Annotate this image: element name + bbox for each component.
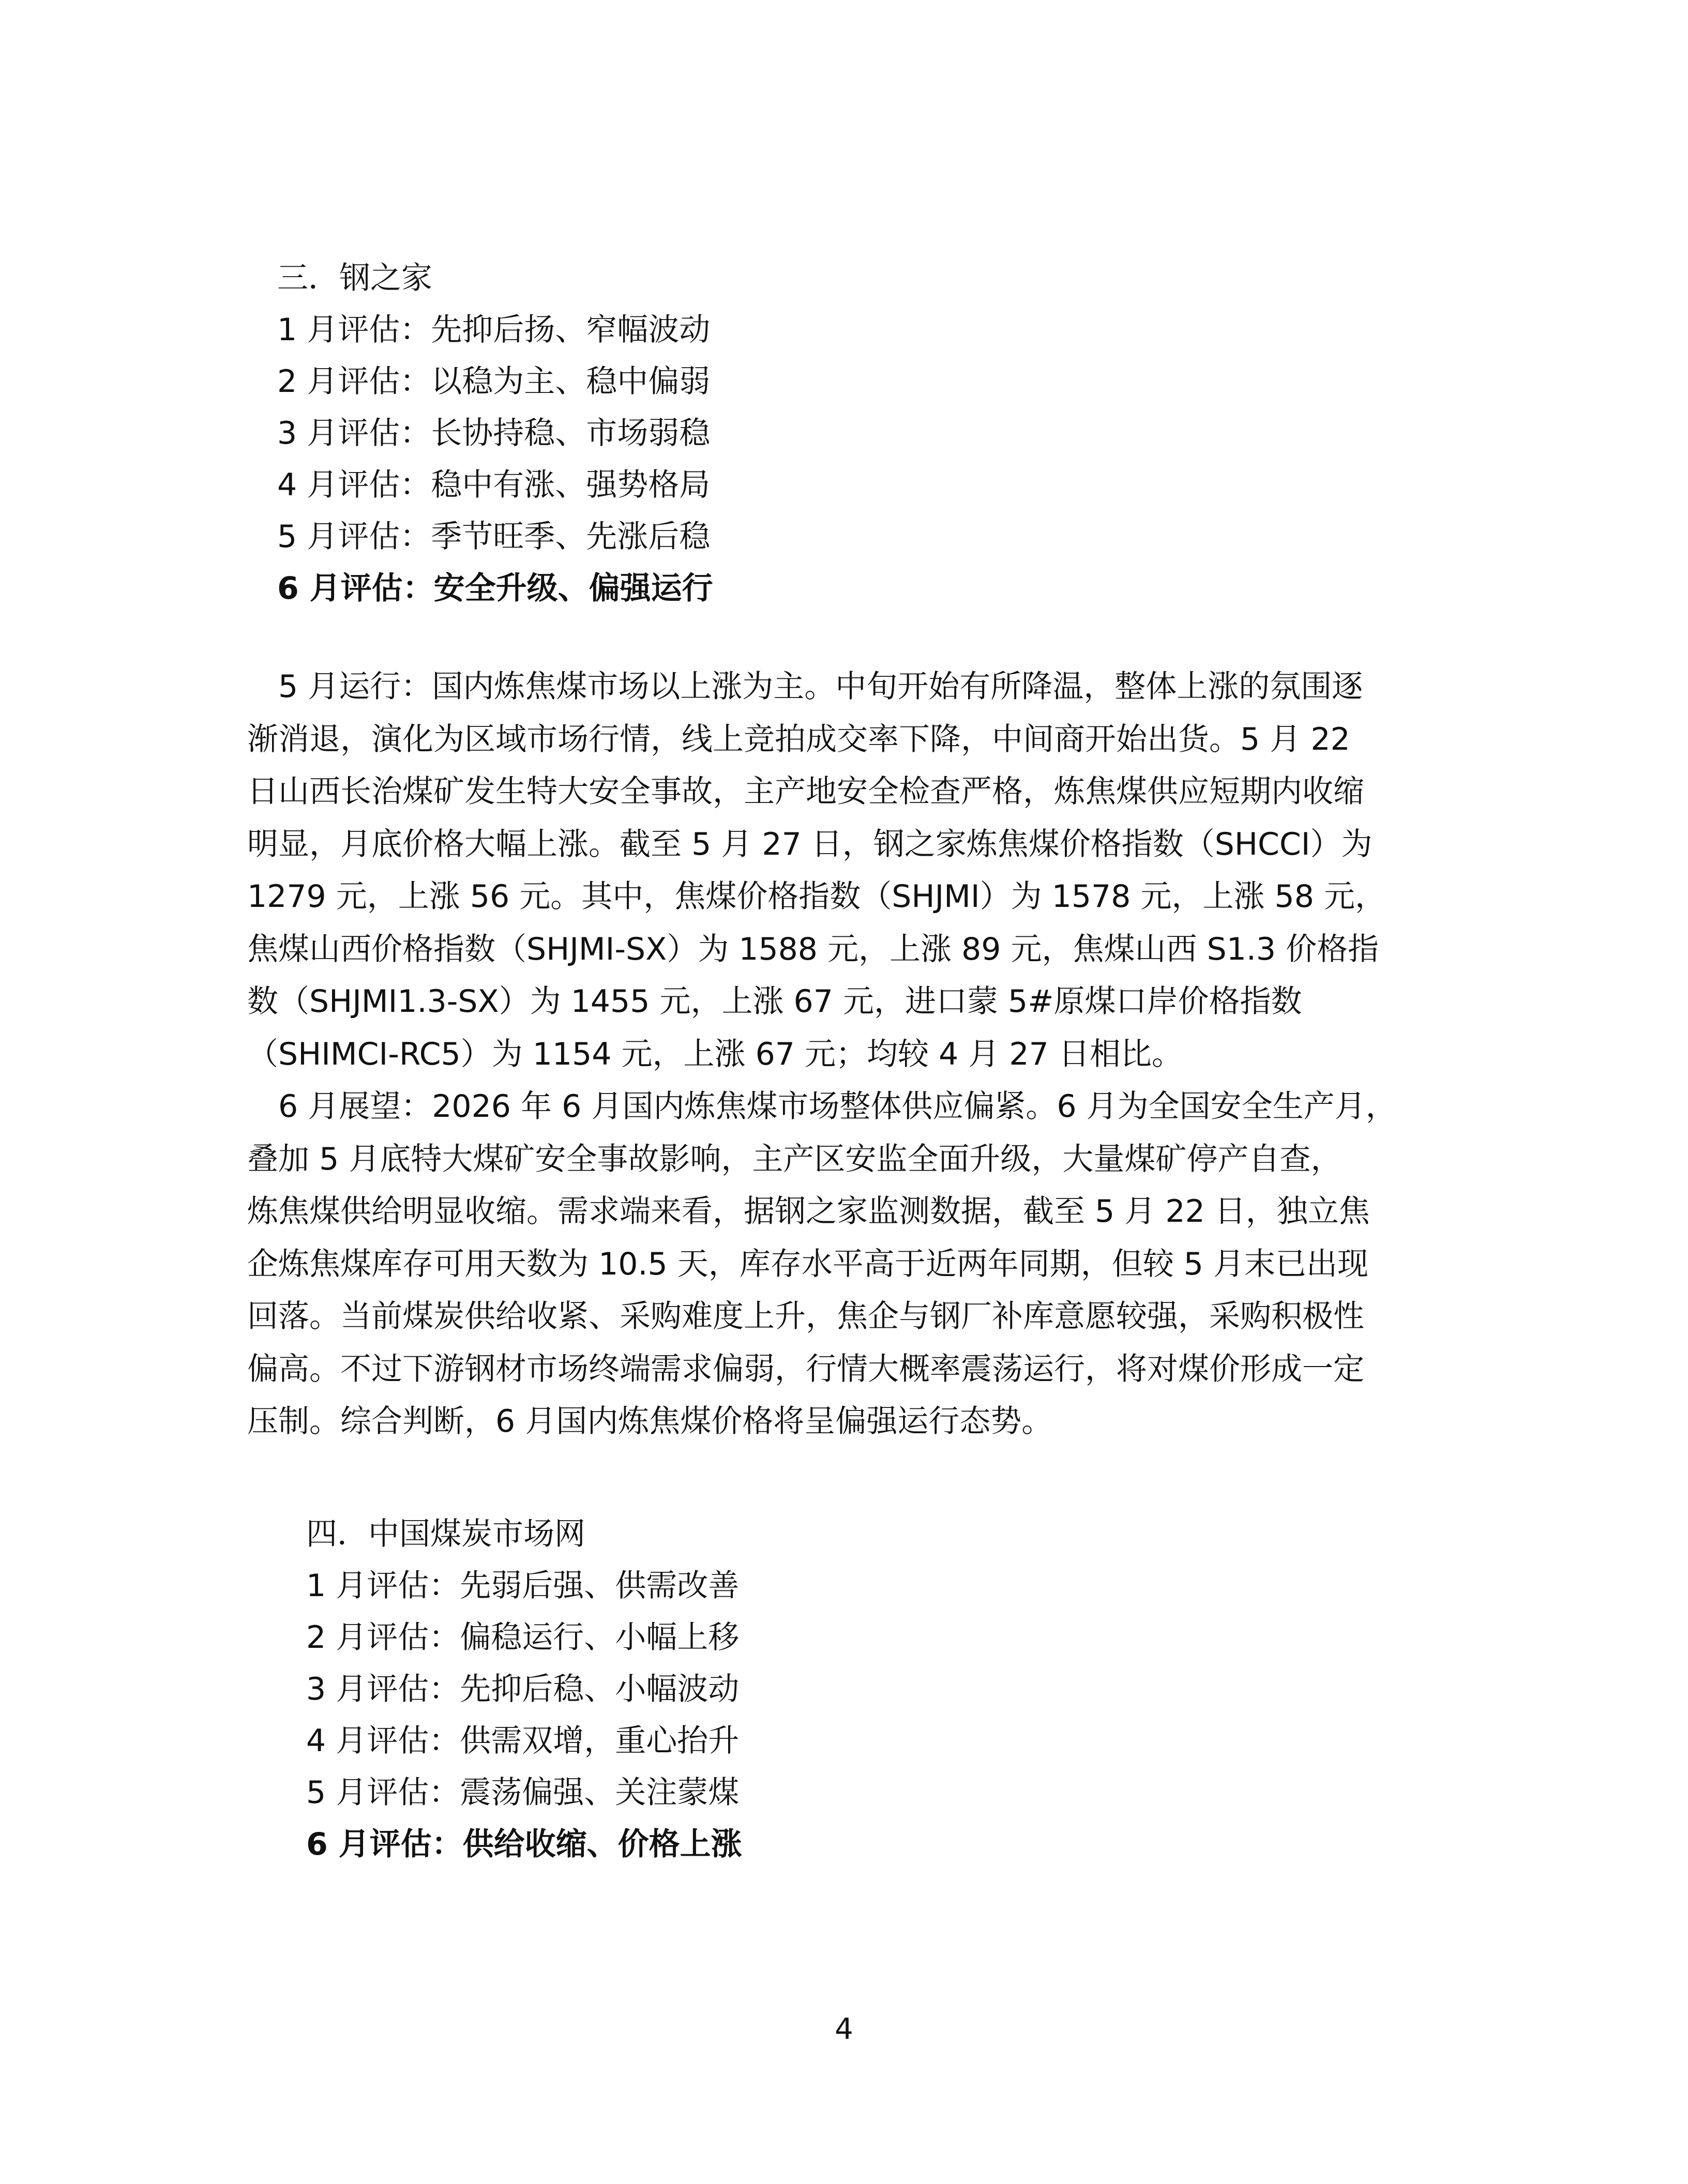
section3-eval-3: 3 月评估：长协持稳、市场弱稳 — [277, 415, 711, 451]
section4-eval-2: 2 月评估：偏稳运行、小幅上移 — [306, 1619, 740, 1656]
section3-eval-4: 4 月评估：稳中有涨、强势格局 — [277, 467, 711, 503]
section3-eval-2: 2 月评估：以稳为主、稳中偏弱 — [277, 363, 711, 400]
may-operation-line: 5 月运行：国内炼焦煤市场以上涨为主。中旬开始有所降温，整体上涨的氛围逐 — [278, 669, 1363, 705]
may-operation-paragraph — [247, 661, 1450, 1081]
section4-heading: 四．中国煤炭市场网 — [306, 1516, 585, 1552]
may-operation-line: 渐消退，演化为区域市场行情，线上竞拍成交率下降，中间商开始出货。5 月 22 — [247, 721, 1350, 757]
may-operation-line: 明显，月底价格大幅上涨。截至 5 月 27 日，钢之家炼焦煤价格指数（SHCCI）为 — [247, 826, 1373, 862]
section3-heading: 三．钢之家 — [277, 260, 432, 296]
section4-eval-4: 4 月评估：供需双增，重心抬升 — [306, 1723, 740, 1759]
june-outlook-line: 叠加 5 月底特大煤矿安全事故影响，主产区安监全面升级，大量煤矿停产自查， — [247, 1141, 1342, 1177]
section4-eval-3: 3 月评估：先抑后稳、小幅波动 — [306, 1671, 740, 1707]
may-operation-line: 1279 元，上涨 56 元。其中，焦煤价格指数（SHJMI）为 1578 元，上涨 58 元， — [247, 878, 1386, 915]
may-operation-line: 数（SHJMI1.3-SX）为 1455 元，上涨 67 元，进口蒙 5#原煤口岸价格指数 — [247, 983, 1302, 1020]
june-outlook-line: 压制。综合判断，6 月国内炼焦煤价格将呈偏强运行态势。 — [247, 1403, 1053, 1439]
section4-current-eval: 6 月评估：供给收缩、价格上涨 — [306, 1826, 742, 1862]
june-outlook-line: 偏高。不过下游钢材市场终端需求偏弱，行情大概率震荡运行，将对煤价形成一定 — [247, 1351, 1364, 1387]
june-outlook-line: 企炼焦煤库存可用天数为 10.5 天，库存水平高于近两年同期，但较 5 月末已出现 — [247, 1246, 1369, 1282]
section4-eval-1: 1 月评估：先弱后强、供需改善 — [306, 1568, 740, 1604]
page-number: 4 — [835, 2012, 853, 2046]
may-operation-line: 焦煤山西价格指数（SHJMI-SX）为 1588 元，上涨 89 元，焦煤山西 S1.3 价格指 — [247, 931, 1379, 967]
june-outlook-line: 回落。当前煤炭供给收紧、采购难度上升，焦企与钢厂补库意愿较强，采购积极性 — [247, 1298, 1364, 1334]
june-outlook-paragraph — [247, 1081, 1450, 1448]
section3-eval-5: 5 月评估：季节旺季、先涨后稳 — [277, 519, 711, 555]
section4-eval-5: 5 月评估：震荡偏强、关注蒙煤 — [306, 1775, 740, 1811]
june-outlook-line: 炼焦煤供给明显收缩。需求端来看，据钢之家监测数据，截至 5 月 22 日，独立焦 — [247, 1193, 1370, 1230]
may-operation-line: （SHIMCI-RC5）为 1154 元，上涨 67 元；均较 4 月 27 日相比。 — [247, 1036, 1183, 1072]
section3-current-eval: 6 月评估：安全升级、偏强运行 — [277, 570, 713, 606]
may-operation-line: 日山西长治煤矿发生特大安全事故，主产地安全检查严格，炼焦煤供应短期内收缩 — [247, 774, 1364, 810]
june-outlook-line: 6 月展望：2026 年 6 月国内炼焦煤市场整体供应偏紧。6 月为全国安全生产月， — [278, 1088, 1397, 1125]
section3-eval-1: 1 月评估：先抑后扬、窄幅波动 — [277, 312, 711, 348]
